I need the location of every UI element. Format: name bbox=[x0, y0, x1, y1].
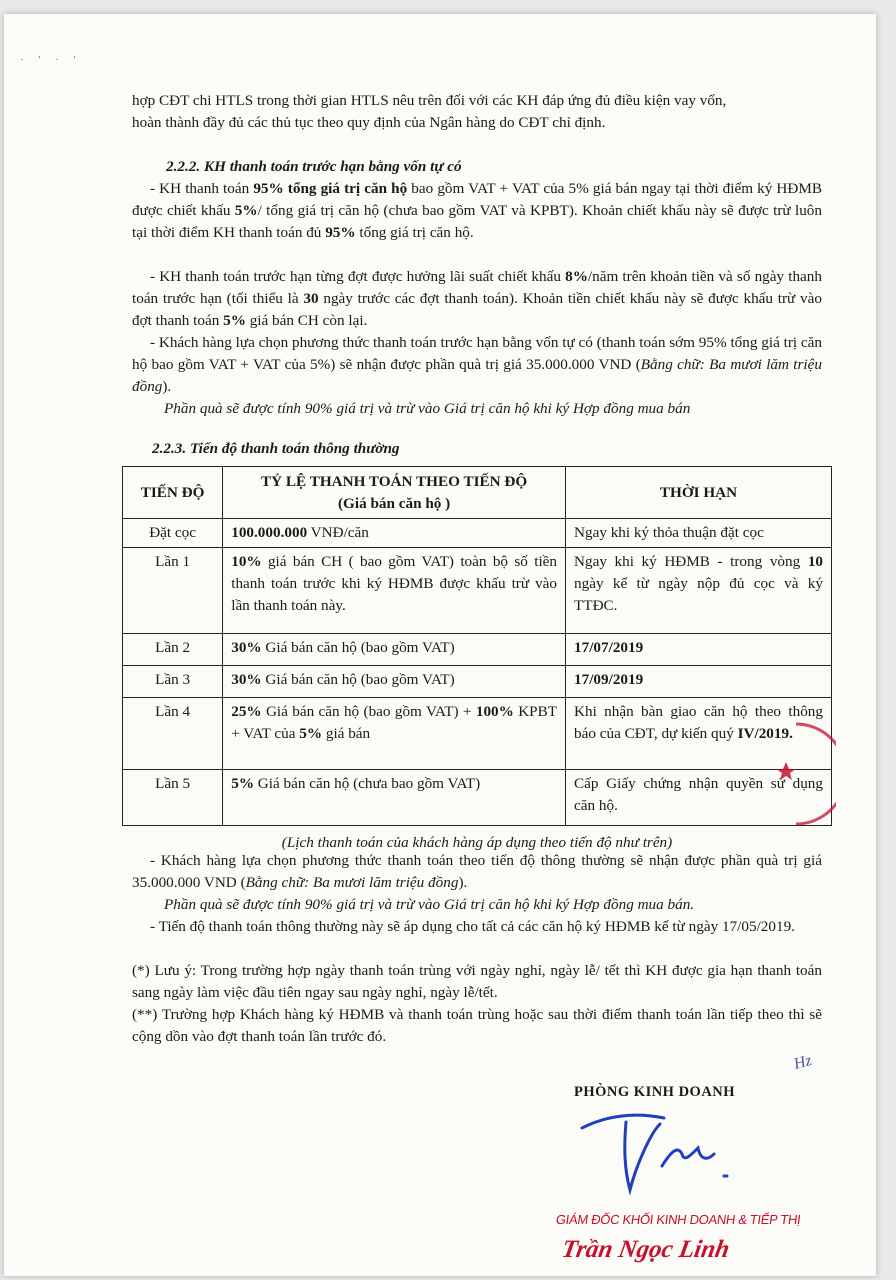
header-stage: TIẾN ĐỘ bbox=[123, 467, 223, 519]
schedule-caption: (Lịch thanh toán của khách hàng áp dụng theo tiến độ như trên) bbox=[281, 834, 673, 851]
deadline-cell: 17/09/2019 bbox=[566, 666, 832, 698]
scan-marks: · ' · ' bbox=[20, 54, 82, 66]
section-heading-222: 2.2.2. KH thanh toán trước hạn bằng vốn tự có bbox=[166, 158, 462, 175]
cumulative-note: (**) Trường hợp Khách hàng ký HĐMB và thanh toán trùng hoặc sau thời điểm thanh toán lần tiếp theo thì sẽ cộng dồn vào đợt thanh toán lần trước đó. bbox=[132, 1006, 822, 1045]
table-row bbox=[123, 634, 832, 666]
stage-cell: Lần 1 bbox=[123, 548, 223, 634]
department-title: PHÒNG KINH DOANH bbox=[574, 1084, 736, 1100]
stage-cell: Lần 3 bbox=[123, 666, 223, 698]
rate-cell: 10% giá bán CH ( bao gồm VAT) toàn bộ số tiền thanh toán trước khi ký HĐMB được khấu trừ vào lần thanh toán này. bbox=[223, 548, 566, 634]
signatory-name: Trần Ngọc Linh bbox=[559, 1236, 732, 1263]
rate-cell: 100.000.000 VNĐ/căn bbox=[223, 519, 566, 548]
rate-cell: 30% Giá bán căn hộ (bao gồm VAT) bbox=[223, 666, 566, 698]
stage-cell: Đặt cọc bbox=[123, 519, 223, 548]
signature-icon bbox=[574, 1106, 754, 1196]
table-header-row bbox=[123, 467, 832, 519]
rate-cell: 30% Giá bán căn hộ (bao gồm VAT) bbox=[223, 634, 566, 666]
table-row bbox=[123, 698, 832, 770]
stage-cell: Lần 5 bbox=[123, 770, 223, 826]
section-222-bullet-1: - KH thanh toán 95% tổng giá trị căn hộ bao gồm VAT + VAT của 5% giá bán ngay tại thời điểm ký HĐMB được chiết khấu 5%/ tổng giá trị căn hộ (chưa bao gồm VAT và KPBT). Khoản chiết khấu này sẽ được trừ luôn tại thời điểm KH thanh toán đủ 95% tổng giá trị căn hộ. bbox=[132, 180, 822, 241]
header-rate: TỶ LỆ THANH TOÁN THEO TIẾN ĐỘ (Giá bán căn hộ ) bbox=[223, 467, 566, 519]
table-row bbox=[123, 770, 832, 826]
rate-cell: 5% Giá bán căn hộ (chưa bao gồm VAT) bbox=[223, 770, 566, 826]
stage-cell: Lần 4 bbox=[123, 698, 223, 770]
signatory-role: GIÁM ĐỐC KHỐI KINH DOANH & TIẾP THỊ bbox=[554, 1212, 802, 1227]
holiday-note: (*) Lưu ý: Trong trường hợp ngày thanh toán trùng với ngày nghỉ, ngày lễ/ tết thì KH được gia hạn thanh toán sang ngày làm việc đầu tiên ngay sau ngày nghỉ, ngày lễ/tết. bbox=[132, 962, 822, 1001]
deadline-cell: Ngay khi ký thỏa thuận đặt cọc bbox=[566, 519, 832, 548]
intro-line-2: hoàn thành đầy đủ các thủ tục theo quy định của Ngân hàng do CĐT chỉ định. bbox=[132, 114, 606, 131]
stage-cell: Lần 2 bbox=[123, 634, 223, 666]
deadline-cell: Cấp Giấy chứng nhận quyền sử dụng căn hộ. bbox=[566, 770, 832, 826]
applicability-paragraph: - Tiến độ thanh toán thông thường này sẽ áp dụng cho tất cả các căn hộ ký HĐMB kể từ ngày 17/05/2019. bbox=[150, 918, 795, 935]
deadline-cell: Ngay khi ký HĐMB - trong vòng 10 ngày kể từ ngày nộp đủ cọc và ký TTĐC. bbox=[566, 548, 832, 634]
intro-paragraph bbox=[132, 90, 822, 134]
rate-cell: 25% Giá bán căn hộ (bao gồm VAT) + 100% KPBT + VAT của 5% giá bán bbox=[223, 698, 566, 770]
section-222-bullet-2: - KH thanh toán trước hạn từng đợt được hưởng lãi suất chiết khấu 8%/năm trên khoản tiền và số ngày thanh toán trước hạn (tối thiểu là 30 ngày trước các đợt thanh toán). Khoản tiền chiết khấu này sẽ được khấu trừ vào đợt thanh toán 5% giá bán CH còn lại. bbox=[132, 268, 822, 329]
header-deadline: THỜI HẠN bbox=[566, 467, 832, 519]
deadline-cell: Khi nhận bàn giao căn hộ theo thông báo của CĐT, dự kiến quý IV/2019. bbox=[566, 698, 832, 770]
initials-mark: Hz bbox=[791, 1052, 814, 1074]
table-row bbox=[123, 666, 832, 698]
deadline-cell: 17/07/2019 bbox=[566, 634, 832, 666]
payment-schedule-table bbox=[122, 466, 832, 826]
section-heading-223: 2.2.3. Tiến độ thanh toán thông thường bbox=[152, 440, 400, 457]
standard-gift-paragraph: - Khách hàng lựa chọn phương thức thanh toán theo tiến độ thông thường sẽ nhận được phần quà trị giá 35.000.000 VND (Bằng chữ: Ba mươi lăm triệu đồng). bbox=[132, 852, 822, 891]
table-row bbox=[123, 548, 832, 634]
document-page bbox=[4, 14, 876, 1276]
intro-line-1: hợp CĐT chi HTLS trong thời gian HTLS nêu trên đối với các KH đáp ứng đủ điều kiện vay vốn, bbox=[132, 92, 727, 109]
standard-gift-note: Phần quà sẽ được tính 90% giá trị và trừ vào Giá trị căn hộ khi ký Hợp đồng mua bán. bbox=[164, 896, 695, 913]
red-stamp-icon bbox=[756, 714, 836, 834]
section-222-bullet-3: - Khách hàng lựa chọn phương thức thanh toán trước hạn bằng vốn tự có (thanh toán sớm 95% tổng giá trị căn hộ bao gồm VAT + VAT của 5%) sẽ nhận được phần quà trị giá 35.000.000 VND (Bằng chữ: Ba mươi lăm triệu đồng). bbox=[132, 334, 822, 395]
table-row bbox=[123, 519, 832, 548]
section-222-gift-note: Phần quà sẽ được tính 90% giá trị và trừ vào Giá trị căn hộ khi ký Hợp đồng mua bán bbox=[164, 400, 691, 417]
